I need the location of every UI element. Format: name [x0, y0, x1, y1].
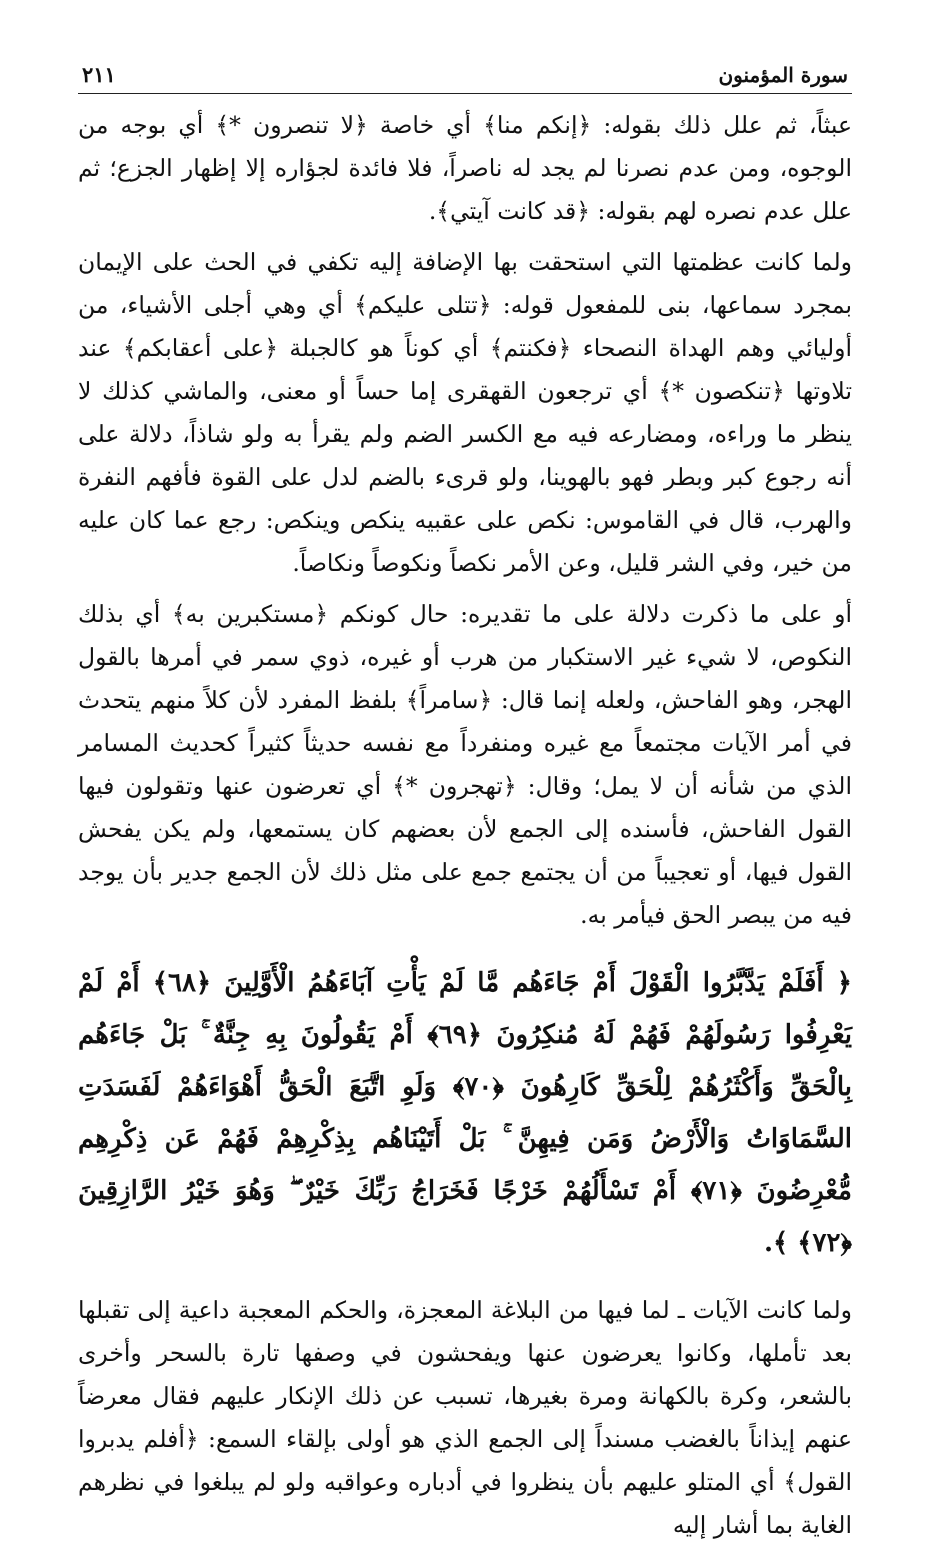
surah-title: سورة المؤمنون: [718, 63, 848, 87]
paragraph-2: ولما كانت عظمتها التي استحقت بها الإضافة إليه تكفي في الحث على الإيمان بمجرد سماعها، بنى للمفعول قوله: ﴿تتلى عليكم﴾ أي وهي أجلى الأشياء، من أوليائي وهم الهداة النصحاء ﴿فكنتم﴾ أي كوناً هو كالجبلة ﴿على أعقابكم﴾ عند تلاوتها ﴿تنكصون *﴾ أي ترجعون القهقرى إما حساً أو معنى، والماشي كذلك لا ينظر ما وراءه، ومضارعه فيه مع الكسر الضم ولم يقرأ به ولو شاذاً، دلالة على أنه رجوع كبر وبطر فهو بالهوينا، ولو قرىء بالضم لدل على القوة فأفهم النفرة والهرب، قال في القاموس: نكص على عقبيه ينكص وينكص: رجع عما كان عليه من خير، وفي الشر قليل، وعن الأمر نكصاً ونكوصاً ونكاصاً.: [78, 248, 852, 577]
paragraph-4: ولما كانت الآيات ـ لما فيها من البلاغة المعجزة، والحكم المعجبة داعية إلى تقبلها بعد تأملها، وكانوا يعرضون عنها ويفحشون في وصفها تارة بالسحر وأخرى بالشعر، وكرة بالكهانة ومرة بغيرها، تسبب عن ذلك الإنكار عليهم فقال معرضاً عنهم إيذاناً بالغضب مسنداً إلى الجمع الذي هو أولى بإلقاء السمع: ﴿أفلم يدبروا القول﴾ أي المتلو عليهم بأن ينظروا في أدباره وعواقبه ولو لم يبلغوا في نظرهم الغاية بما أشار إليه: [78, 1296, 852, 1539]
quran-verses: ﴿ أَفَلَمْ يَدَّبَّرُوا الْقَوْلَ أَمْ جَاءَهُم مَّا لَمْ يَأْتِ آبَاءَهُمُ الْأَوَّلِينَ ﴿٦٨﴾ أَمْ لَمْ يَعْرِفُوا رَسُولَهُمْ فَهُمْ لَهُ مُنكِرُونَ ﴿٦٩﴾ أَمْ يَقُولُونَ بِهِ جِنَّةٌ ۚ بَلْ جَاءَهُم بِالْحَقِّ وَأَكْثَرُهُمْ لِلْحَقِّ كَارِهُونَ ﴿٧٠﴾ وَلَوِ اتَّبَعَ الْحَقُّ أَهْوَاءَهُمْ لَفَسَدَتِ السَّمَاوَاتُ وَالْأَرْضُ وَمَن فِيهِنَّ ۚ بَلْ أَتَيْنَاهُم بِذِكْرِهِمْ فَهُمْ عَن ذِكْرِهِم مُّعْرِضُونَ ﴿٧١﴾ أَمْ تَسْأَلُهُمْ خَرْجًا فَخَرَاجُ رَبِّكَ خَيْرٌ ۖ وَهُوَ خَيْرُ الرَّازِقِينَ ﴿٧٢﴾ ﴾.: [78, 968, 852, 1258]
paragraph-3: أو على ما ذكرت دلالة على ما تقديره: حال كونكم ﴿مستكبرين به﴾ أي بذلك النكوص، لا شيء غير الاستكبار من هرب أو غيره، ذوي سمر في أمرها بالقول الهجر، وهو الفاحش، ولعله إنما قال: ﴿سامراً﴾ بلفظ المفرد لأن كلاً منهم يتحدث في أمر الآيات مجتمعاً مع غيره ومنفرداً مع نفسه حديثاً كثيراً كحديث المسامر الذي من شأنه أن لا يمل؛ وقال: ﴿تهجرون *﴾ أي تعرضون عنها وتقولون فيها القول الفاحش، فأسنده إلى الجمع لأن بعضهم كان يستمعها، ولم يكن يفحش القول فيها، أو تعجيباً من أن يجتمع جمع على مثل ذلك لأن الجمع جدير بأن يوجد فيه من يبصر الحق فيأمر به.: [78, 600, 852, 929]
paragraph-1: عبثاً، ثم علل ذلك بقوله: ﴿إنكم منا﴾ أي خاصة ﴿لا تنصرون *﴾ أي بوجه من الوجوه، ومن عدم نصرنا لم يجد له ناصراً، فلا فائدة لجؤاره إلا إظهار الجزع؛ ثم علل عدم نصره لهم بقوله: ﴿قد كانت آيتي﴾.: [78, 111, 852, 225]
page-header: [78, 62, 852, 94]
page-number: ٢١١: [82, 62, 116, 87]
